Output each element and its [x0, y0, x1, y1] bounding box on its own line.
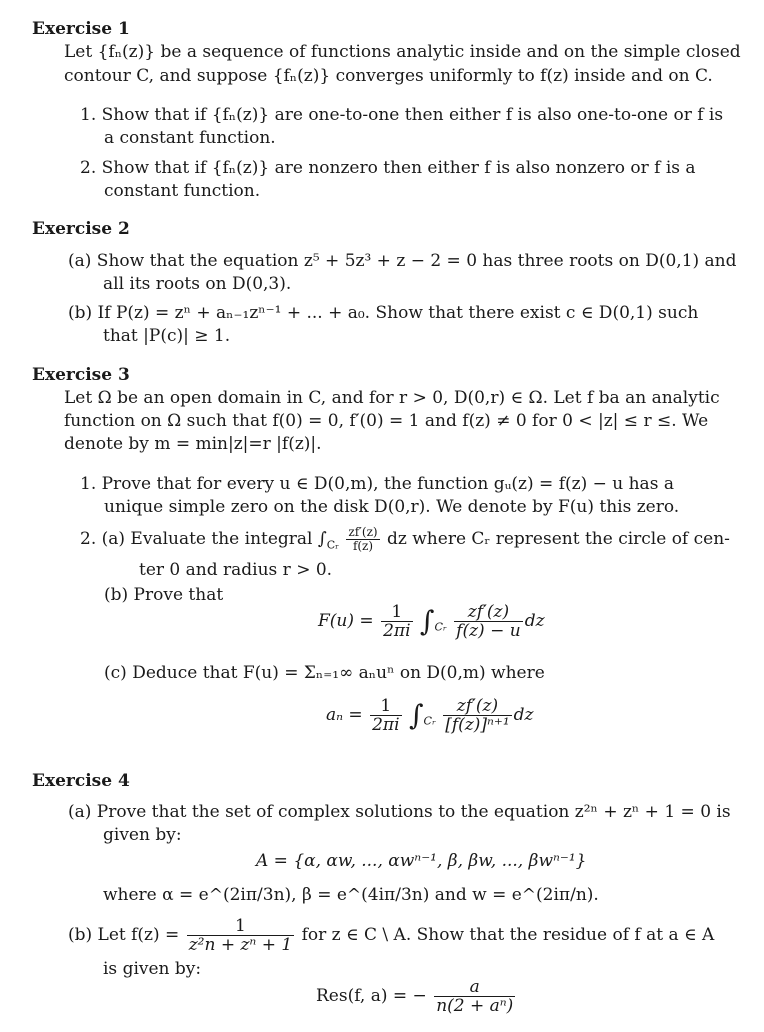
eq2-coef	[370, 697, 401, 734]
ex3-item-2a-cont: ter 0 and radius r > 0.	[139, 560, 333, 580]
ex3-para-line: denote by m = min|z|=r |f(z)|.	[64, 434, 322, 454]
ex3-item-2a-lead: 2. (a) Evaluate the integral ∫	[80, 529, 327, 549]
eq1-coef-den: 2πi	[383, 621, 411, 641]
residue-den: n(2 + aⁿ)	[436, 996, 514, 1016]
eq1-integrand	[454, 603, 523, 640]
fraction-numerator: zf′(z)	[348, 525, 378, 539]
ex1-item-1: 1. Show that if {fₙ(z)} are one-to-one then either f is also one-to-one or f is	[80, 105, 724, 125]
integral-sign: ∫	[419, 604, 435, 638]
ex1-para-line: contour C, and suppose {fₙ(z)} converges uniformly to f(z) inside and on C.	[64, 66, 713, 86]
ex3-item-1-cont: unique simple zero on the disk D(0,r). We denote by F(u) this zero.	[104, 497, 680, 517]
ex3-para-line: Let Ω be an open domain in C, and for r > 0, D(0,r) ∈ Ω. Let f ba an analytic	[64, 388, 720, 408]
exercise-3-title: Exercise 3	[32, 365, 130, 385]
ex1-para-line: Let {fₙ(z)} be a sequence of functions analytic inside and on the simple closed	[64, 42, 741, 62]
eq1-lhs: F(u) =	[318, 611, 374, 631]
ex1-item-1-cont: a constant function.	[104, 128, 276, 148]
ex4-item-a-cont: given by:	[103, 825, 182, 845]
ex4-where-line: where α = e^(2iπ/3n), β = e^(4iπ/3n) and w = e^(2iπ/n).	[103, 885, 599, 905]
exercise-2-title: Exercise 2	[32, 219, 130, 239]
ex3-item-2a	[80, 526, 730, 556]
residue-fraction	[434, 978, 515, 1015]
eq2-lhs: aₙ =	[326, 705, 363, 725]
ex2-item-a-cont: all its roots on D(0,3).	[103, 274, 292, 294]
ex1-item-2-cont: constant function.	[104, 181, 261, 201]
equation-a-n	[326, 697, 534, 734]
ex4-item-b-cont: is given by:	[103, 959, 202, 979]
exercise-4-title: Exercise 4	[32, 771, 130, 791]
eq1-integrand-den: f(z) − u	[456, 621, 521, 641]
ex3-para-line: function on Ω such that f(0) = 0, f′(0) = 1 and f(z) ≠ 0 for 0 < |z| ≤ r ≤. We	[64, 411, 709, 431]
eq1-integrand-num: zf′(z)	[454, 603, 523, 622]
eq1-dz: dz	[524, 611, 545, 631]
ex4-item-a: (a) Prove that the set of complex solutions to the equation z²ⁿ + zⁿ + 1 = 0 is	[68, 802, 731, 822]
f-definition-fraction	[187, 917, 295, 954]
ex3-item-1: 1. Prove that for every u ∈ D(0,m), the function gᵤ(z) = f(z) − u has a	[80, 474, 674, 494]
exercise-1-title: Exercise 1	[32, 19, 130, 39]
eq2-contour: Cᵣ	[423, 714, 436, 728]
ex2-item-a: (a) Show that the equation z⁵ + 5z³ + z − 2 = 0 has three roots on D(0,1) and	[68, 251, 737, 271]
f-def-den: z²n + zⁿ + 1	[188, 935, 293, 955]
residue-lhs: Res(f, a) = −	[316, 986, 427, 1006]
contour-subscript: Cᵣ	[326, 538, 340, 552]
ex2-item-b: (b) If P(z) = zⁿ + aₙ₋₁zⁿ⁻¹ + ... + a₀. Show that there exist c ∈ D(0,1) such	[68, 303, 699, 323]
eq2-integrand	[443, 697, 511, 734]
ex4-item-b-lead: (b) Let f(z) =	[68, 925, 180, 945]
eq1-coef-num: 1	[381, 603, 412, 622]
eq2-dz: dz	[513, 705, 534, 725]
integral-sign: ∫	[408, 698, 424, 732]
solution-set-equation: A = {α, αw, ..., αwⁿ⁻¹, β, βw, ..., βwⁿ⁻¹}	[256, 851, 587, 871]
ex1-item-2: 2. Show that if {fₙ(z)} are nonzero then either f is also nonzero or f is a	[80, 158, 696, 178]
ex3-item-2b: (b) Prove that	[104, 585, 224, 605]
ex4-item-b	[68, 917, 714, 954]
eq2-coef-den: 2πi	[372, 715, 400, 735]
residue-num: a	[434, 978, 515, 997]
eq2-integrand-num: zf′(z)	[443, 697, 511, 716]
integrand-fraction	[346, 526, 379, 553]
ex3-item-2a-tail: dz where Cᵣ represent the circle of cen-	[387, 529, 730, 549]
eq2-integrand-den: [f(z)]ⁿ⁺¹	[445, 715, 510, 735]
ex2-item-b-cont: that |P(c)| ≥ 1.	[103, 326, 231, 346]
equation-F-u	[318, 603, 545, 640]
eq2-coef-num: 1	[370, 697, 401, 716]
f-def-num: 1	[187, 917, 295, 936]
fraction-denominator: f(z)	[352, 539, 374, 553]
ex3-item-2c: (c) Deduce that F(u) = Σₙ₌₁∞ aₙuⁿ on D(0,m) where	[104, 663, 545, 683]
ex4-item-b-tail: for z ∈ C \ A. Show that the residue of f at a ∈ A	[301, 925, 715, 945]
residue-equation	[316, 978, 517, 1015]
eq1-contour: Cᵣ	[434, 620, 447, 634]
eq1-coef	[381, 603, 412, 640]
